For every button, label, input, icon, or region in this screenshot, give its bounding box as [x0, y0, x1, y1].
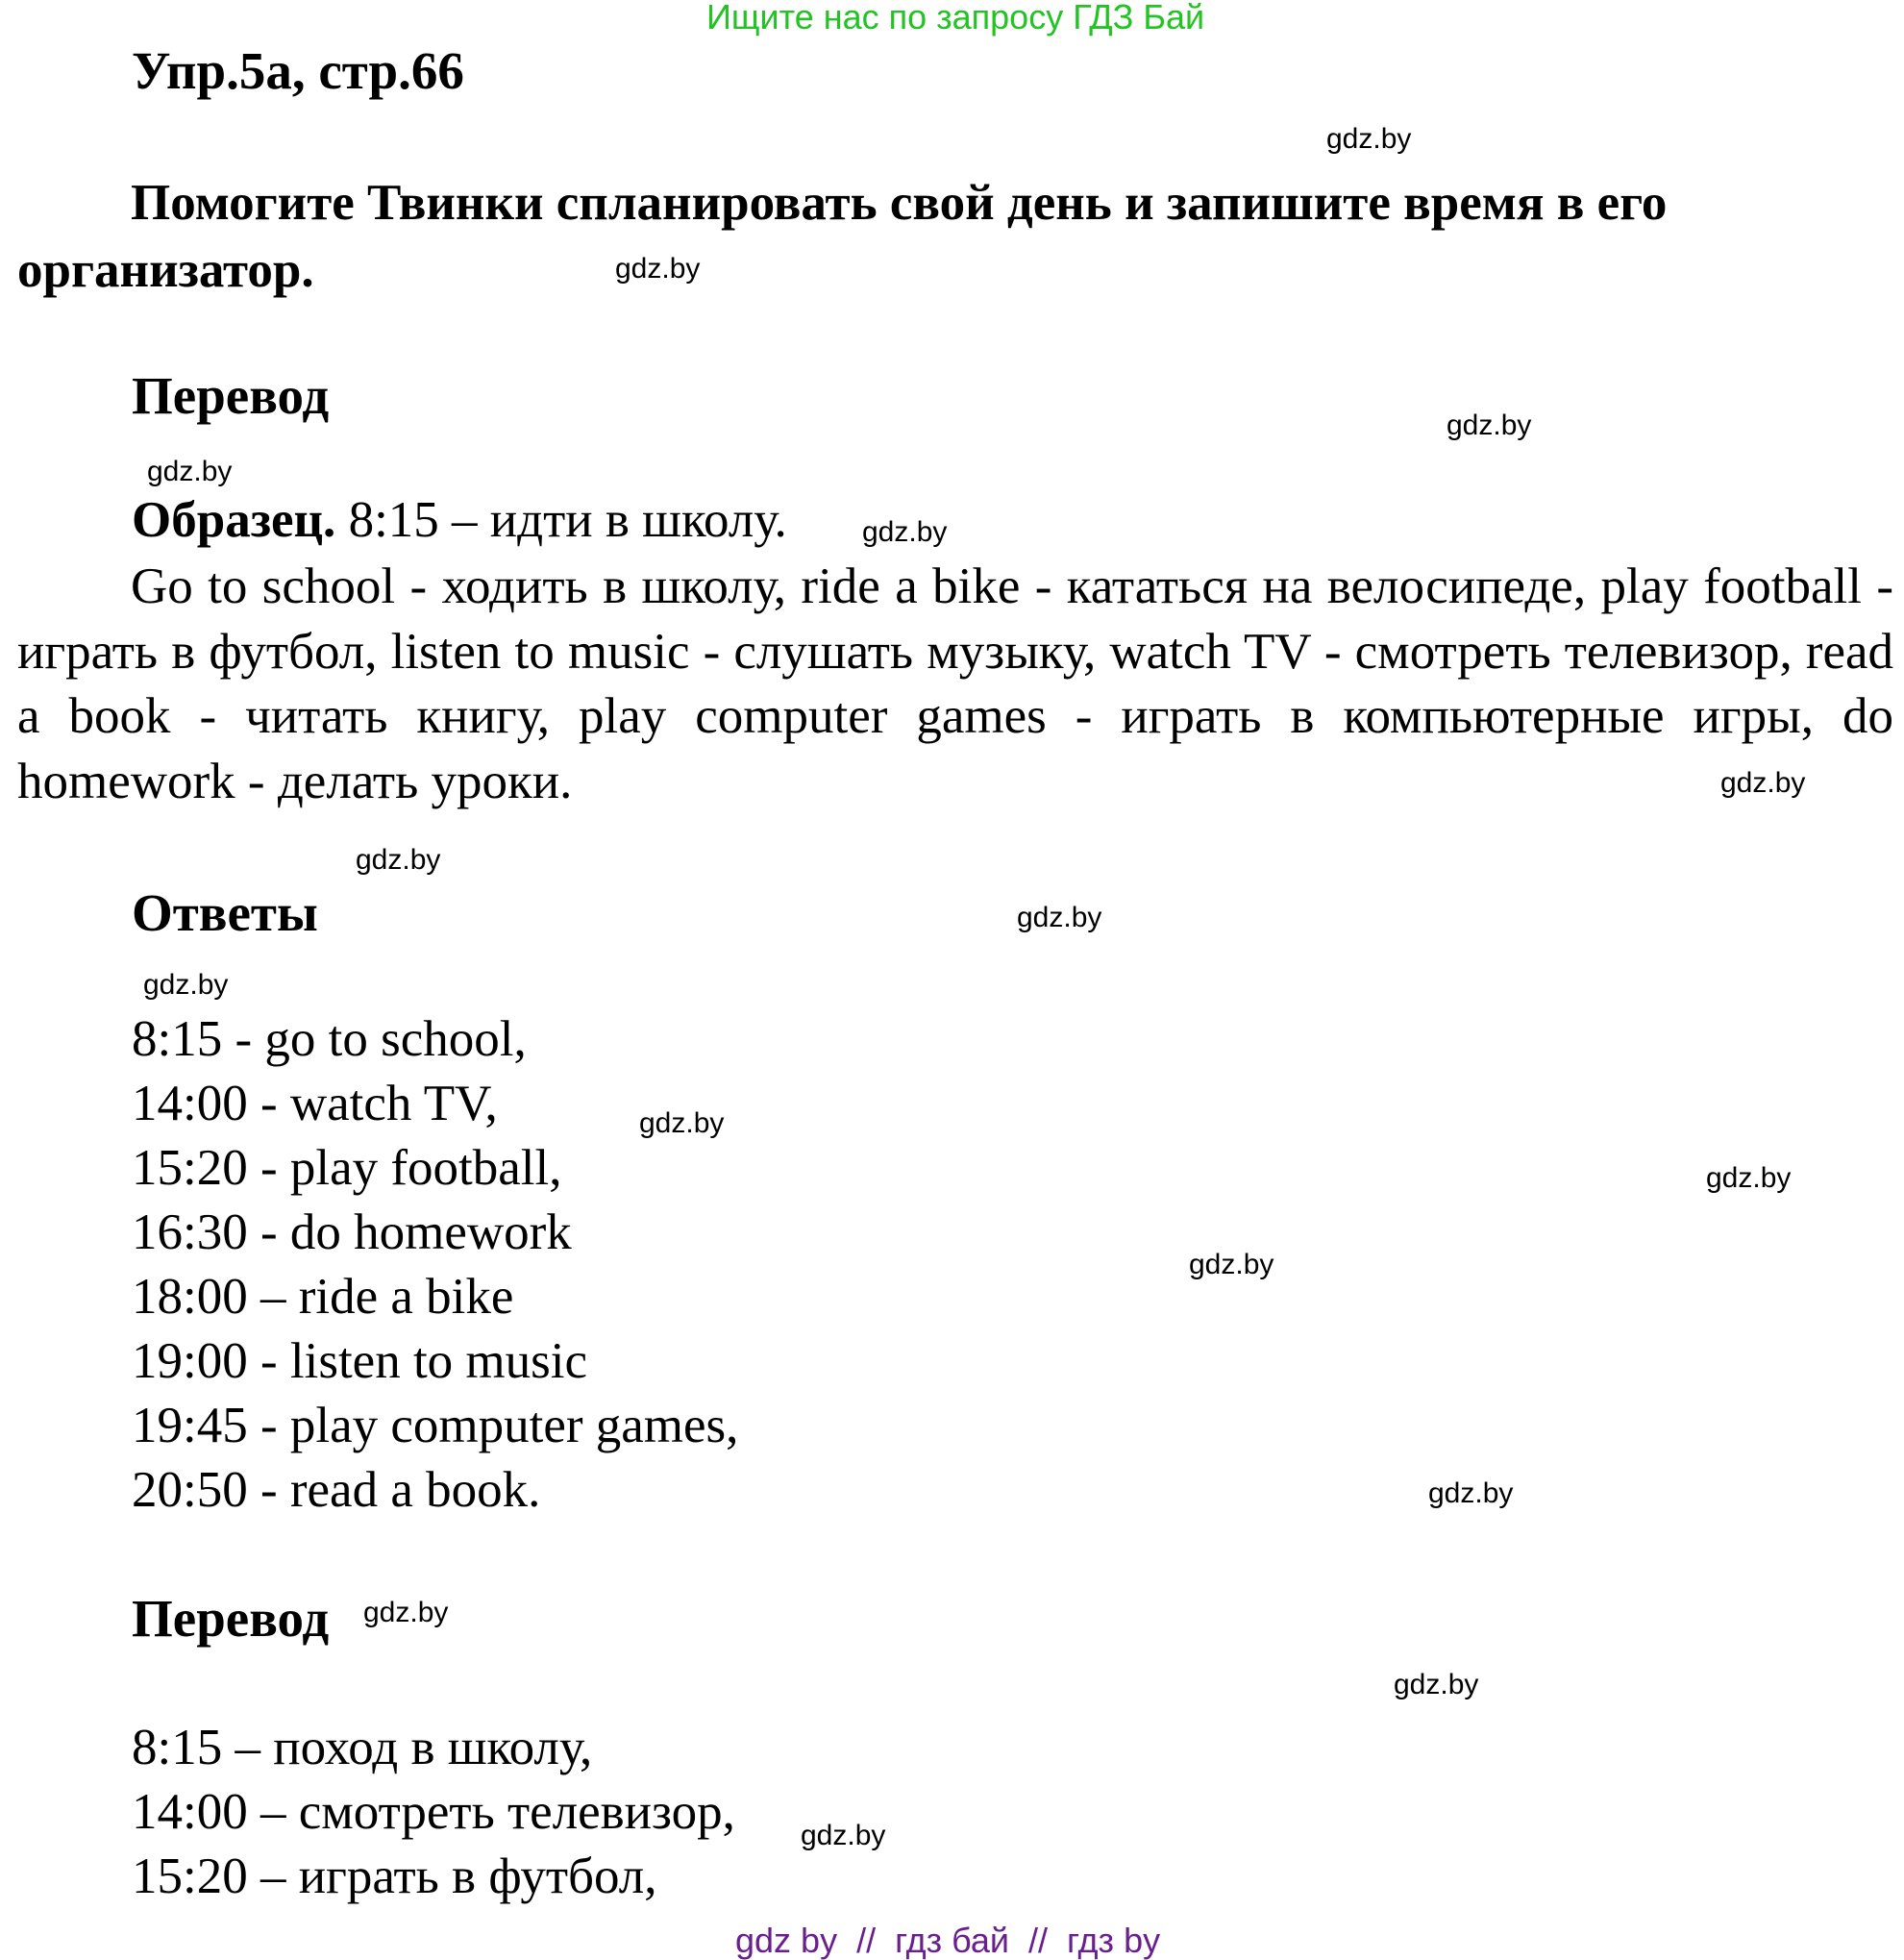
watermark: gdz.by — [1326, 123, 1412, 155]
watermark: gdz.by — [363, 1597, 449, 1628]
watermark: gdz.by — [143, 969, 229, 1001]
answer-item: 16:30 - do homework — [132, 1204, 572, 1260]
translation-heading-1: Перевод — [132, 366, 330, 425]
task-text: Помогите Твинки спланировать свой день и запишите время в его организатор. — [17, 175, 1668, 298]
watermark: gdz.by — [147, 456, 233, 487]
answer-item: 18:00 – ride a bike — [132, 1269, 514, 1325]
translation-item: 15:20 – играть в футбол, — [132, 1848, 657, 1904]
answer-item: 8:15 - go to school, — [132, 1011, 527, 1067]
answer-item: 15:20 - play football, — [132, 1140, 562, 1196]
translation-item: 8:15 – поход в школу, — [132, 1720, 593, 1775]
watermark: gdz.by — [615, 253, 701, 285]
watermark: gdz.by — [1428, 1477, 1514, 1509]
watermark: gdz.by — [862, 516, 948, 548]
answers-heading: Ответы — [132, 883, 318, 942]
watermark: gdz.by — [1720, 767, 1806, 799]
translation-item: 14:00 – смотреть телевизор, — [132, 1784, 735, 1840]
answer-item: 14:00 - watch TV, — [132, 1076, 498, 1131]
translation-heading-2: Перевод — [132, 1589, 330, 1648]
answer-item: 20:50 - read a book. — [132, 1462, 541, 1518]
vocabulary-paragraph: Go to school - ходить в школу, ride a bike - кататься на велосипеде, play football - играть в футбол, listen to music - слушать музыку, watch TV - смотреть телевизор, read a book - читать книгу, play computer games - играть в компьютерные игры, do homework - делать уроки. — [17, 558, 1893, 809]
answer-item: 19:45 - play computer games, — [132, 1398, 739, 1453]
footer-links: gdz by // гдз бай // гдз by — [735, 1921, 1161, 1960]
watermark: gdz.by — [1394, 1669, 1479, 1700]
watermark: gdz.by — [1017, 902, 1102, 933]
watermark: gdz.by — [356, 844, 441, 876]
sample-text: 8:15 – идти в школу. — [348, 492, 787, 548]
watermark: gdz.by — [801, 1820, 886, 1851]
sample-line — [132, 488, 787, 552]
watermark: gdz.by — [1447, 409, 1532, 441]
watermark: gdz.by — [1189, 1249, 1274, 1280]
top-banner: Ищите нас по запросу ГДЗ Бай — [706, 0, 1205, 37]
answer-item: 19:00 - listen to music — [132, 1333, 588, 1389]
watermark: gdz.by — [1706, 1162, 1792, 1194]
sample-label: Образец. — [132, 492, 336, 548]
exercise-title: Упр.5а, стр.66 — [132, 41, 464, 100]
watermark: gdz.by — [639, 1107, 725, 1139]
